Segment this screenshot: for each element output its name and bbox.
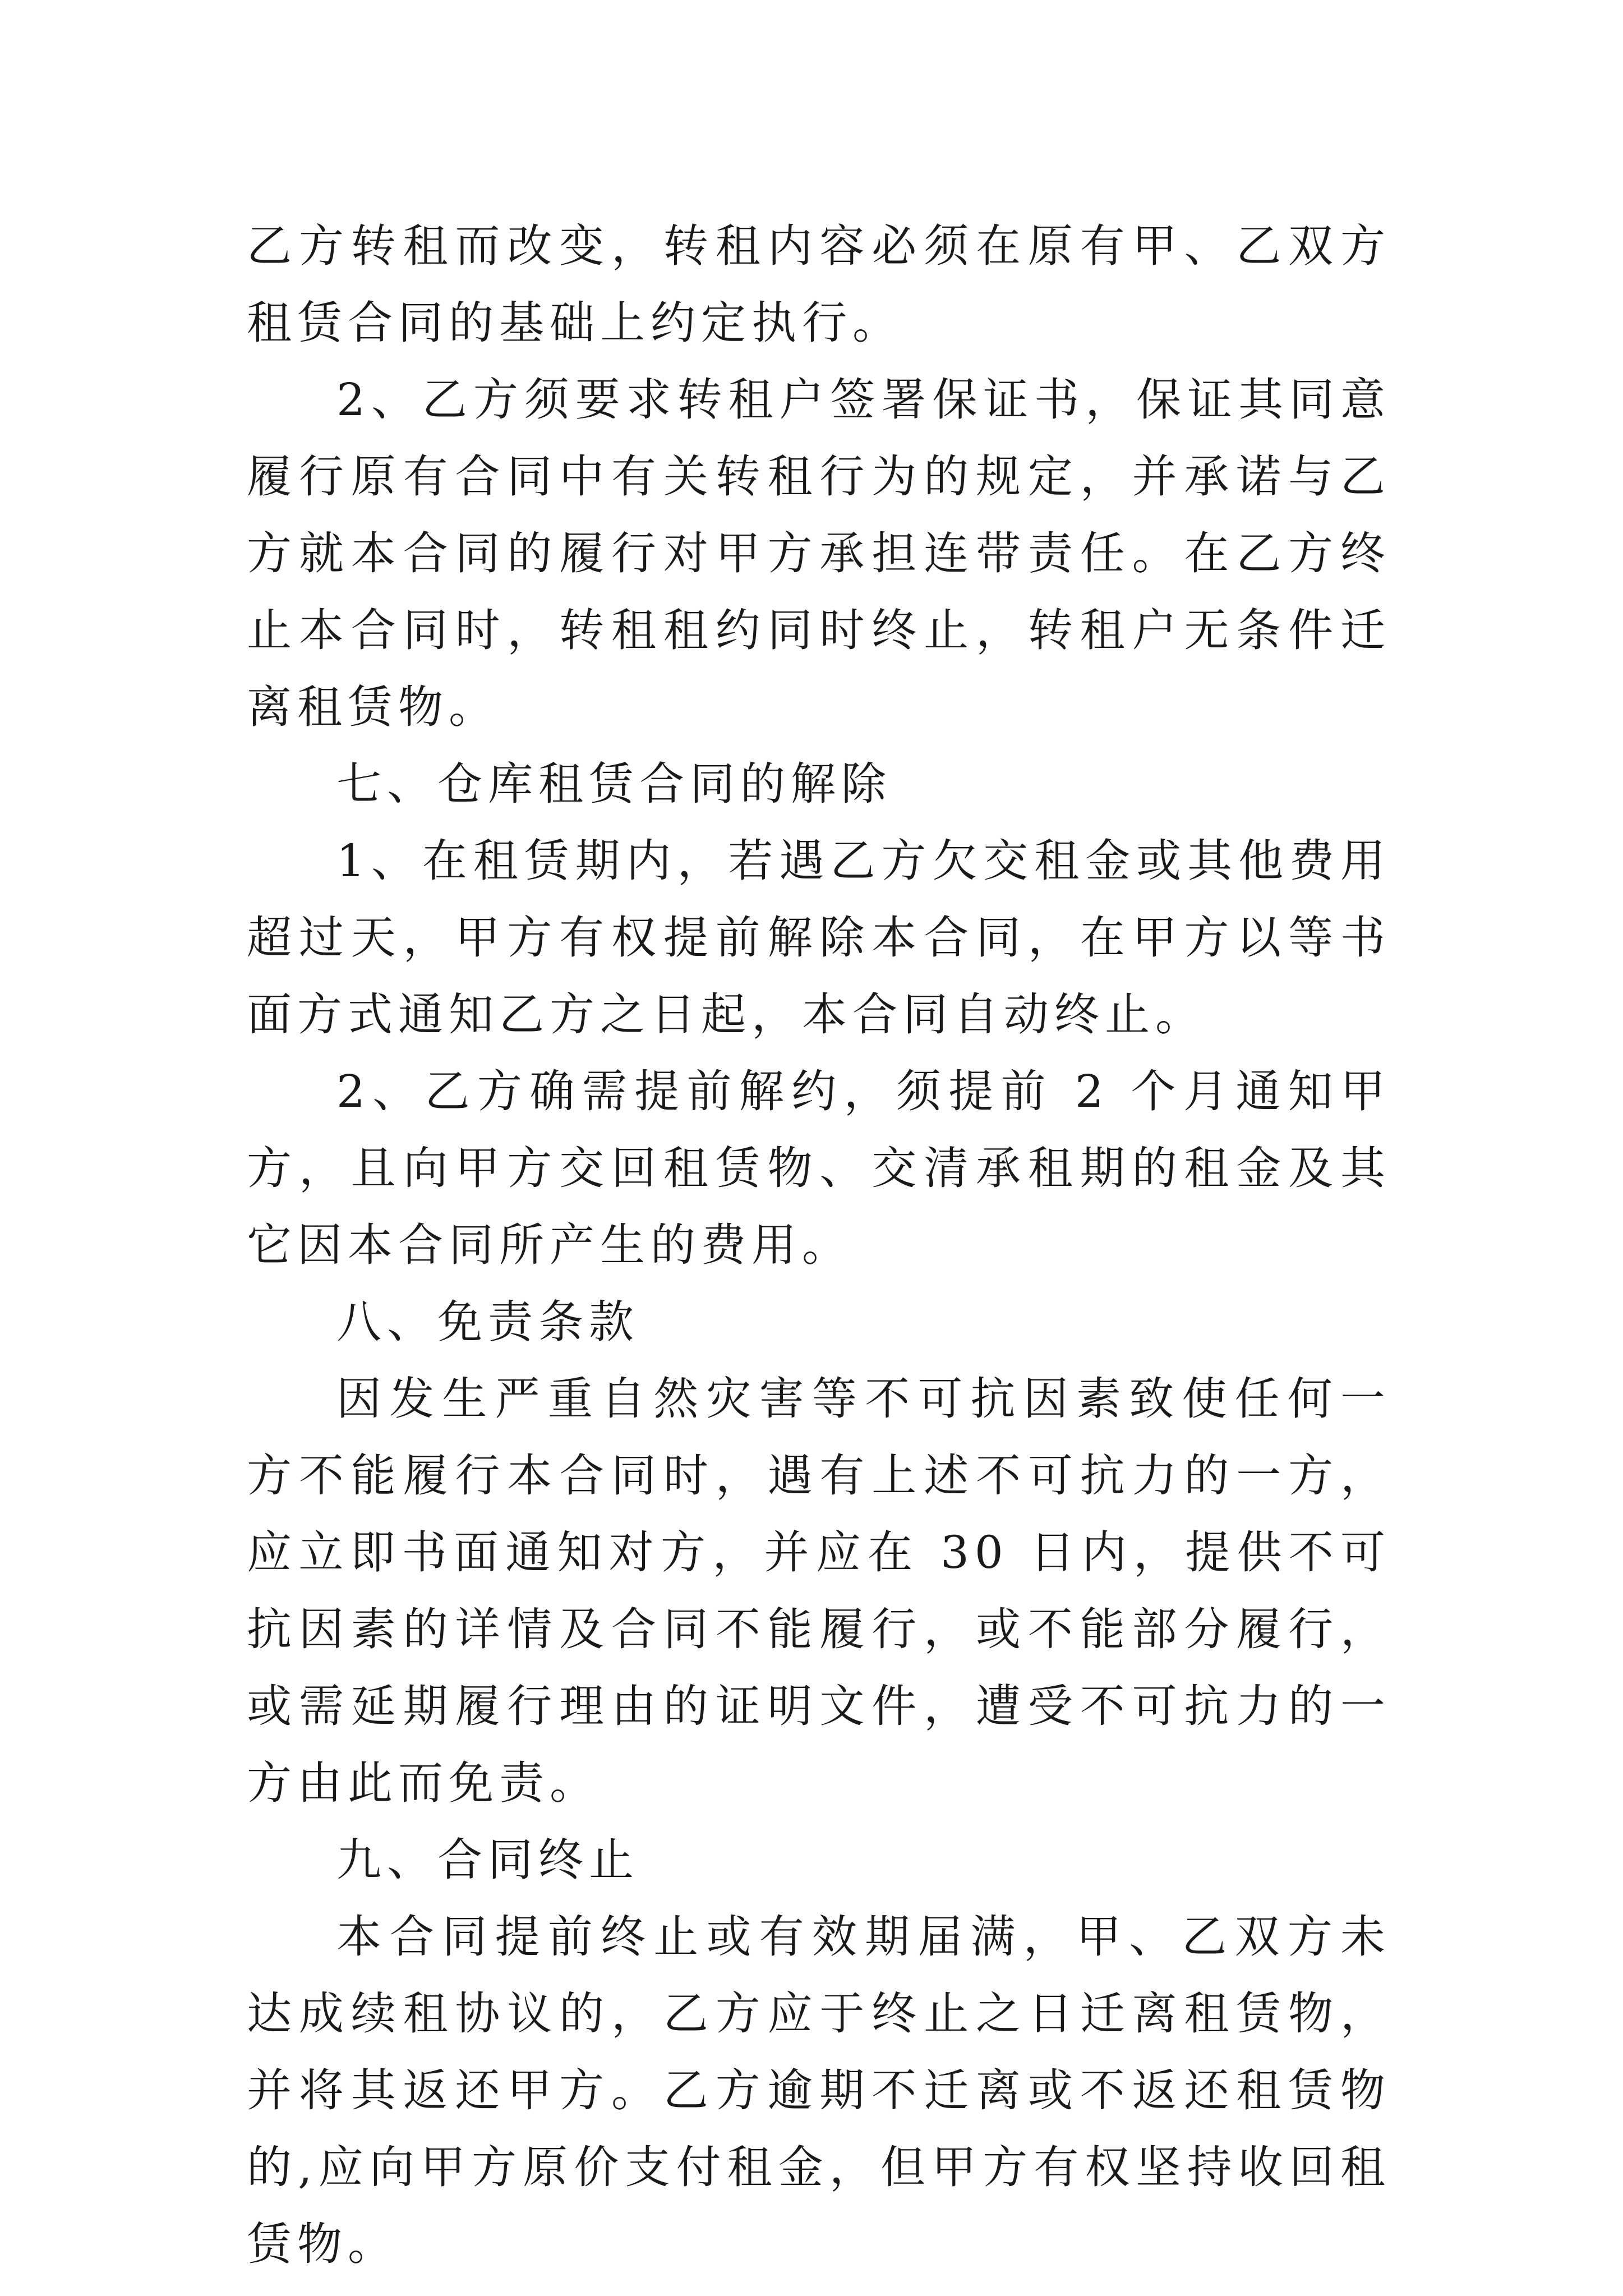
paragraph-sublease-guarantee: 2、乙方须要求转租户签署保证书，保证其同意履行原有合同中有关转租行为的规定，并承诺与乙方就本合同的履行对甲方承担连带责任。在乙方终止本合同时，转租租约同时终止，转租户无条件迁离租赁物。 — [247, 374, 1391, 733]
section-heading-termination: 七、仓库租赁合同的解除 — [336, 758, 892, 810]
paragraph-continuation: 乙方转租而改变，转租内容必须在原有甲、乙双方租赁合同的基础上约定执行。 — [247, 220, 1391, 349]
paragraph-force-majeure: 因发生严重自然灾害等不可抗因素致使任何一方不能履行本合同时，遇有上述不可抗力的一方，应立即书面通知对方，并应在 30 日内，提供不可抗因素的详情及合同不能履行，或不能部分履行，或需延期履行理由的证明文件，遭受不可抗力的一方由此而免责。 — [247, 1373, 1391, 1809]
section-heading-contract-end: 九、合同终止 — [336, 1834, 639, 1886]
paragraph-early-termination-by-lessor: 1、在租赁期内，若遇乙方欠交租金或其他费用超过天，甲方有权提前解除本合同，在甲方以等书面方式通知乙方之日起，本合同自动终止。 — [247, 835, 1391, 1041]
paragraph-contract-end: 本合同提前终止或有效期届满，甲、乙双方未达成续租协议的，乙方应于终止之日迁离租赁物，并将其返还甲方。乙方逾期不迁离或不返还租赁物的,应向甲方原价支付租金，但甲方有权坚持收回租赁物。 — [247, 1911, 1391, 2270]
section-heading-exemption: 八、免责条款 — [336, 1296, 639, 1348]
paragraph-early-termination-by-lessee: 2、乙方确需提前解约，须提前 2 个月通知甲方，且向甲方交回租赁物、交清承租期的租金及其它因本合同所产生的费用。 — [247, 1065, 1391, 1271]
document-body — [247, 208, 1391, 2283]
